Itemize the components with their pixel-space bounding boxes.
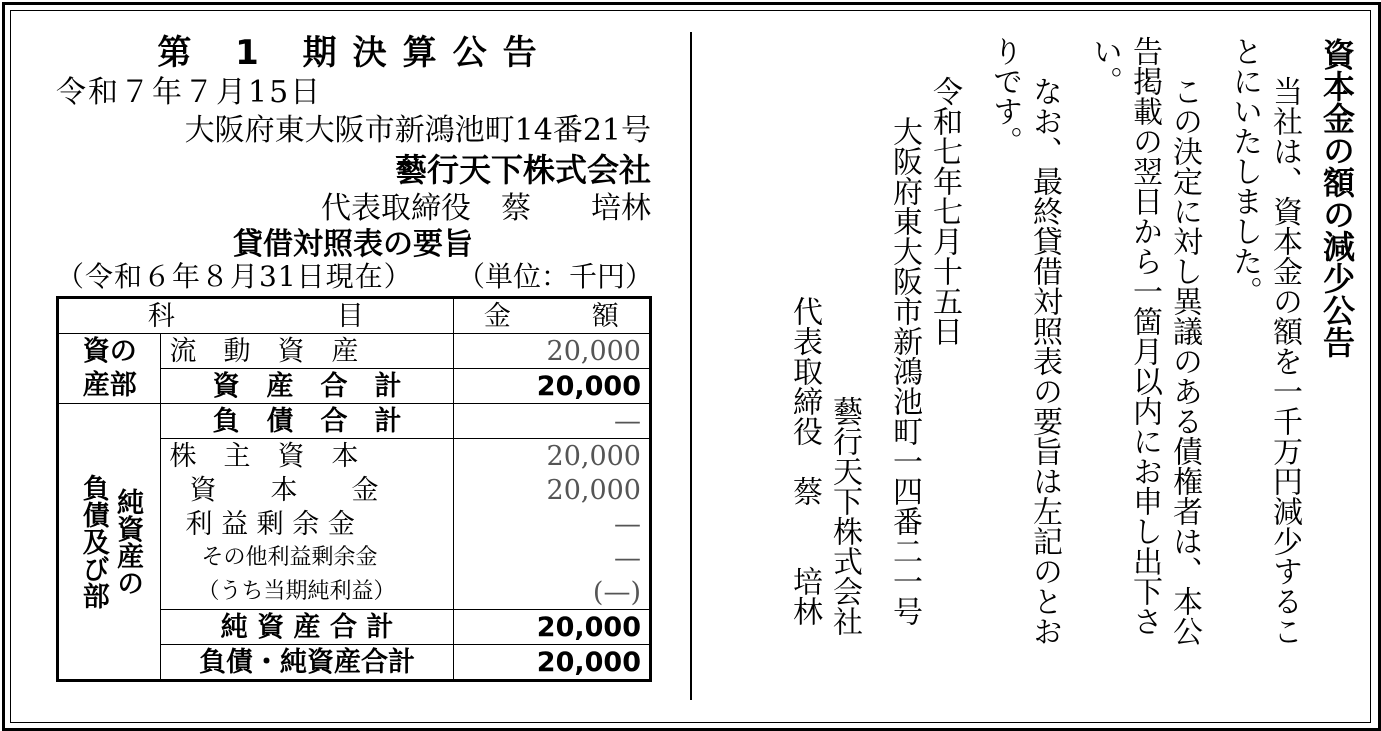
company-name: 藝行天下株式会社 [394,151,651,189]
row-total-net-assets: 純 資 産 合 計 [161,610,453,645]
notice-company: 藝行天下株式会社 [827,396,862,636]
notice-line-5: い。 [1087,36,1122,96]
notice-line-6: なお、最終貸借対照表の要旨は左記のとお [1027,76,1062,646]
row-net-income: （うち当期純利益） [161,575,453,610]
row-shareholders-equity: 株 主 資 本 [161,439,453,474]
row-other-retained-earnings: その他利益剰余金 [161,541,453,575]
amount-shareholders-equity: 20,000 [453,439,650,474]
notice-title: 資本金の額の減少公告 [1318,38,1356,358]
table-row [58,334,651,369]
company-address: 大阪府東大阪市新鴻池町14番21号 [184,113,651,148]
row-total-assets: 資 産 合 計 [161,369,453,404]
row-retained-earnings: 利 益 剰 余 金 [161,507,453,541]
summary-title: 貸借対照表の要旨 [233,227,473,262]
notice-line-7: りです。 [987,36,1022,156]
amount-other-retained-earnings: — [453,541,650,575]
amount-retained-earnings: — [453,507,650,541]
header-amount: 金 額 [453,298,650,334]
header-item: 科 目 [58,298,454,334]
assets-category: 資の 産部 [58,334,161,404]
row-total-liabilities: 負 債 合 計 [161,404,453,439]
notice-representative: 代表取締役 蔡 培林 [787,296,822,626]
row-capital: 資 本 金 [161,473,453,507]
notice-line-1: 当社は、資本金の額を一千万円減少するこ [1267,76,1302,646]
as-of-date: （令和６年８月31日現在） [56,260,413,293]
row-current-assets: 流 動 資 産 [161,334,453,369]
announcement-date: 令和７年７月15日 [56,75,323,110]
amount-total-liabilities: — [453,404,650,439]
notice-line-2: とにいたしました。 [1227,36,1262,306]
amount-current-assets: 20,000 [453,334,650,369]
amount-net-income: (—) [453,575,650,610]
table-header-row [58,298,651,334]
notice-line-4: 告掲載の翌日から一箇月以内にお申し出下さ [1127,36,1162,636]
balance-sheet-table [56,296,652,682]
row-total-liabilities-net-assets: 負債・純資産合計 [161,645,453,681]
balance-sheet-title: 第 1 期決算公告 [157,33,553,73]
amount-total-assets: 20,000 [453,369,650,404]
unit-label: （単位：千円） [456,260,653,293]
amount-total-liabilities-net-assets: 20,000 [453,645,650,681]
amount-total-net-assets: 20,000 [453,610,650,645]
liabilities-equity-category: 純資産の 負債及び部 [58,404,161,681]
representative: 代表取締役 蔡 培林 [321,191,651,226]
table-row [58,404,651,439]
notice-date: 令和七年七月十五日 [927,76,962,346]
amount-capital: 20,000 [453,473,650,507]
column-divider [690,32,692,700]
notice-line-3: この決定に対し異議のある債権者は、本公 [1167,76,1202,646]
notice-address: 大阪府東大阪市新鴻池町一四番二一号 [887,116,922,626]
